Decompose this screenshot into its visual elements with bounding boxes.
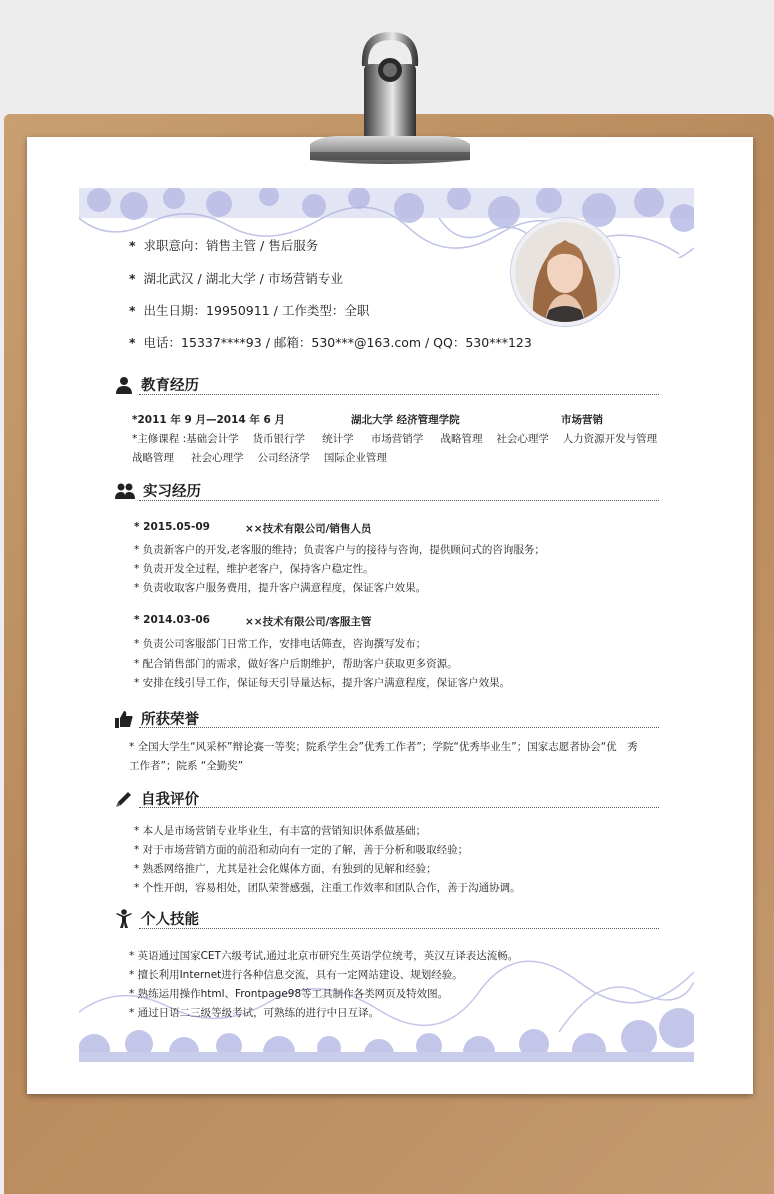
list-item: * 安排在线引导工作，保证每天引导量达标，提升客户满意程度，保证客户效果。: [134, 677, 511, 689]
list-item: * 对于市场营销方面的前沿和动向有一定的了解，善于分析和吸取经验；: [134, 844, 469, 856]
job-company: ××技术有限公司/客服主管: [245, 616, 372, 628]
person-cheer-icon: [115, 909, 133, 929]
section-honors: 所获荣誉: [115, 708, 199, 729]
list-item: * 负责开发全过程，维护老客户，保持客户稳定性。: [134, 563, 374, 575]
edu-period: *2011 年 9 月—2014 年 6 月: [132, 414, 285, 426]
list-item: * 负责公司客服部门日常工作，安排电话筛查，咨询撰写发布；: [134, 638, 427, 650]
list-item: * 擅长利用Internet进行各种信息交流，具有一定网站建设、规划经验。: [129, 969, 463, 981]
list-item: * 个性开朗，容易相处，团队荣誉感强，注重工作效率和团队合作，善于沟通协调。: [134, 882, 521, 894]
list-item: * 负责新客户的开发,老客服的维持；负责客户与的接待与咨询，提供顾问式的咨询服务；: [134, 544, 545, 556]
avatar: [511, 218, 619, 326]
people-icon: [115, 482, 135, 500]
list-item: * 熟练运用操作html、Frontpage98等工具制作各类网页及特效图。: [129, 988, 449, 1000]
divider: [139, 727, 659, 728]
pen-icon: [115, 790, 133, 808]
section-skills: 个人技能: [115, 908, 199, 929]
list-item: * 配合销售部门的需求，做好客户后期维护，帮助客户获取更多资源。: [134, 658, 458, 670]
resume-content: [79, 188, 694, 1062]
edu-major: 市场营销: [561, 414, 603, 426]
section-education: 教育经历: [115, 374, 199, 395]
list-item: * 负责收取客户服务费用，提升客户满意程度，保证客户效果。: [134, 582, 427, 594]
job-intent: * 求职意向：销售主管 / 售后服务: [129, 238, 319, 253]
list-item: * 英语通过国家CET六级考试,通过北京市研究生英语学位统考，英汉互译表达流畅。: [129, 950, 519, 962]
honors-text-cont: 工作者”；院系 “全勤奖”: [129, 760, 244, 772]
divider: [139, 394, 659, 395]
section-self-evaluation: 自我评价: [115, 788, 199, 809]
divider: [139, 928, 659, 929]
edu-school: 湖北大学 经济管理学院: [351, 414, 460, 426]
job-date: * 2015.05-09: [134, 521, 210, 533]
list-item: * 通过日语二三级等级考试，可熟练的进行中日互译。: [129, 1007, 380, 1019]
job-company: ××技术有限公司/销售人员: [245, 523, 372, 535]
edu-courses-cont: 战略管理 社会心理学 公司经济学 国际企业管理: [132, 452, 387, 464]
divider: [139, 500, 659, 501]
list-item: * 熟悉网络推广，尤其是社会化媒体方面，有独到的见解和经验；: [134, 863, 437, 875]
person-icon: [115, 376, 133, 394]
thumbs-up-icon: [115, 710, 133, 728]
edu-courses: *主修课程 :基础会计学 货币银行学 统计学 市场营销学 战略管理 社会心理学 人力资源开发与管理: [132, 433, 658, 445]
list-item: * 本人是市场营销专业毕业生，有丰富的营销知识体系做基础；: [134, 825, 427, 837]
section-internship: 实习经历: [115, 480, 201, 501]
location-school: * 湖北武汉 / 湖北大学 / 市场营销专业: [129, 271, 343, 286]
divider: [139, 807, 659, 808]
contact-info: * 电话：15337****93 / 邮箱：530***@163.com / QQ：530***123: [129, 335, 532, 350]
honors-text: * 全国大学生“风采杯”辩论赛一等奖；院系学生会”优秀工作者”；学院“优秀毕业生”；国家志愿者协会“优 秀: [129, 741, 638, 753]
job-date: * 2014.03-06: [134, 614, 210, 626]
birth-worktype: * 出生日期：19950911 / 工作类型：全职: [129, 303, 370, 318]
binder-clip-icon: [300, 26, 480, 176]
